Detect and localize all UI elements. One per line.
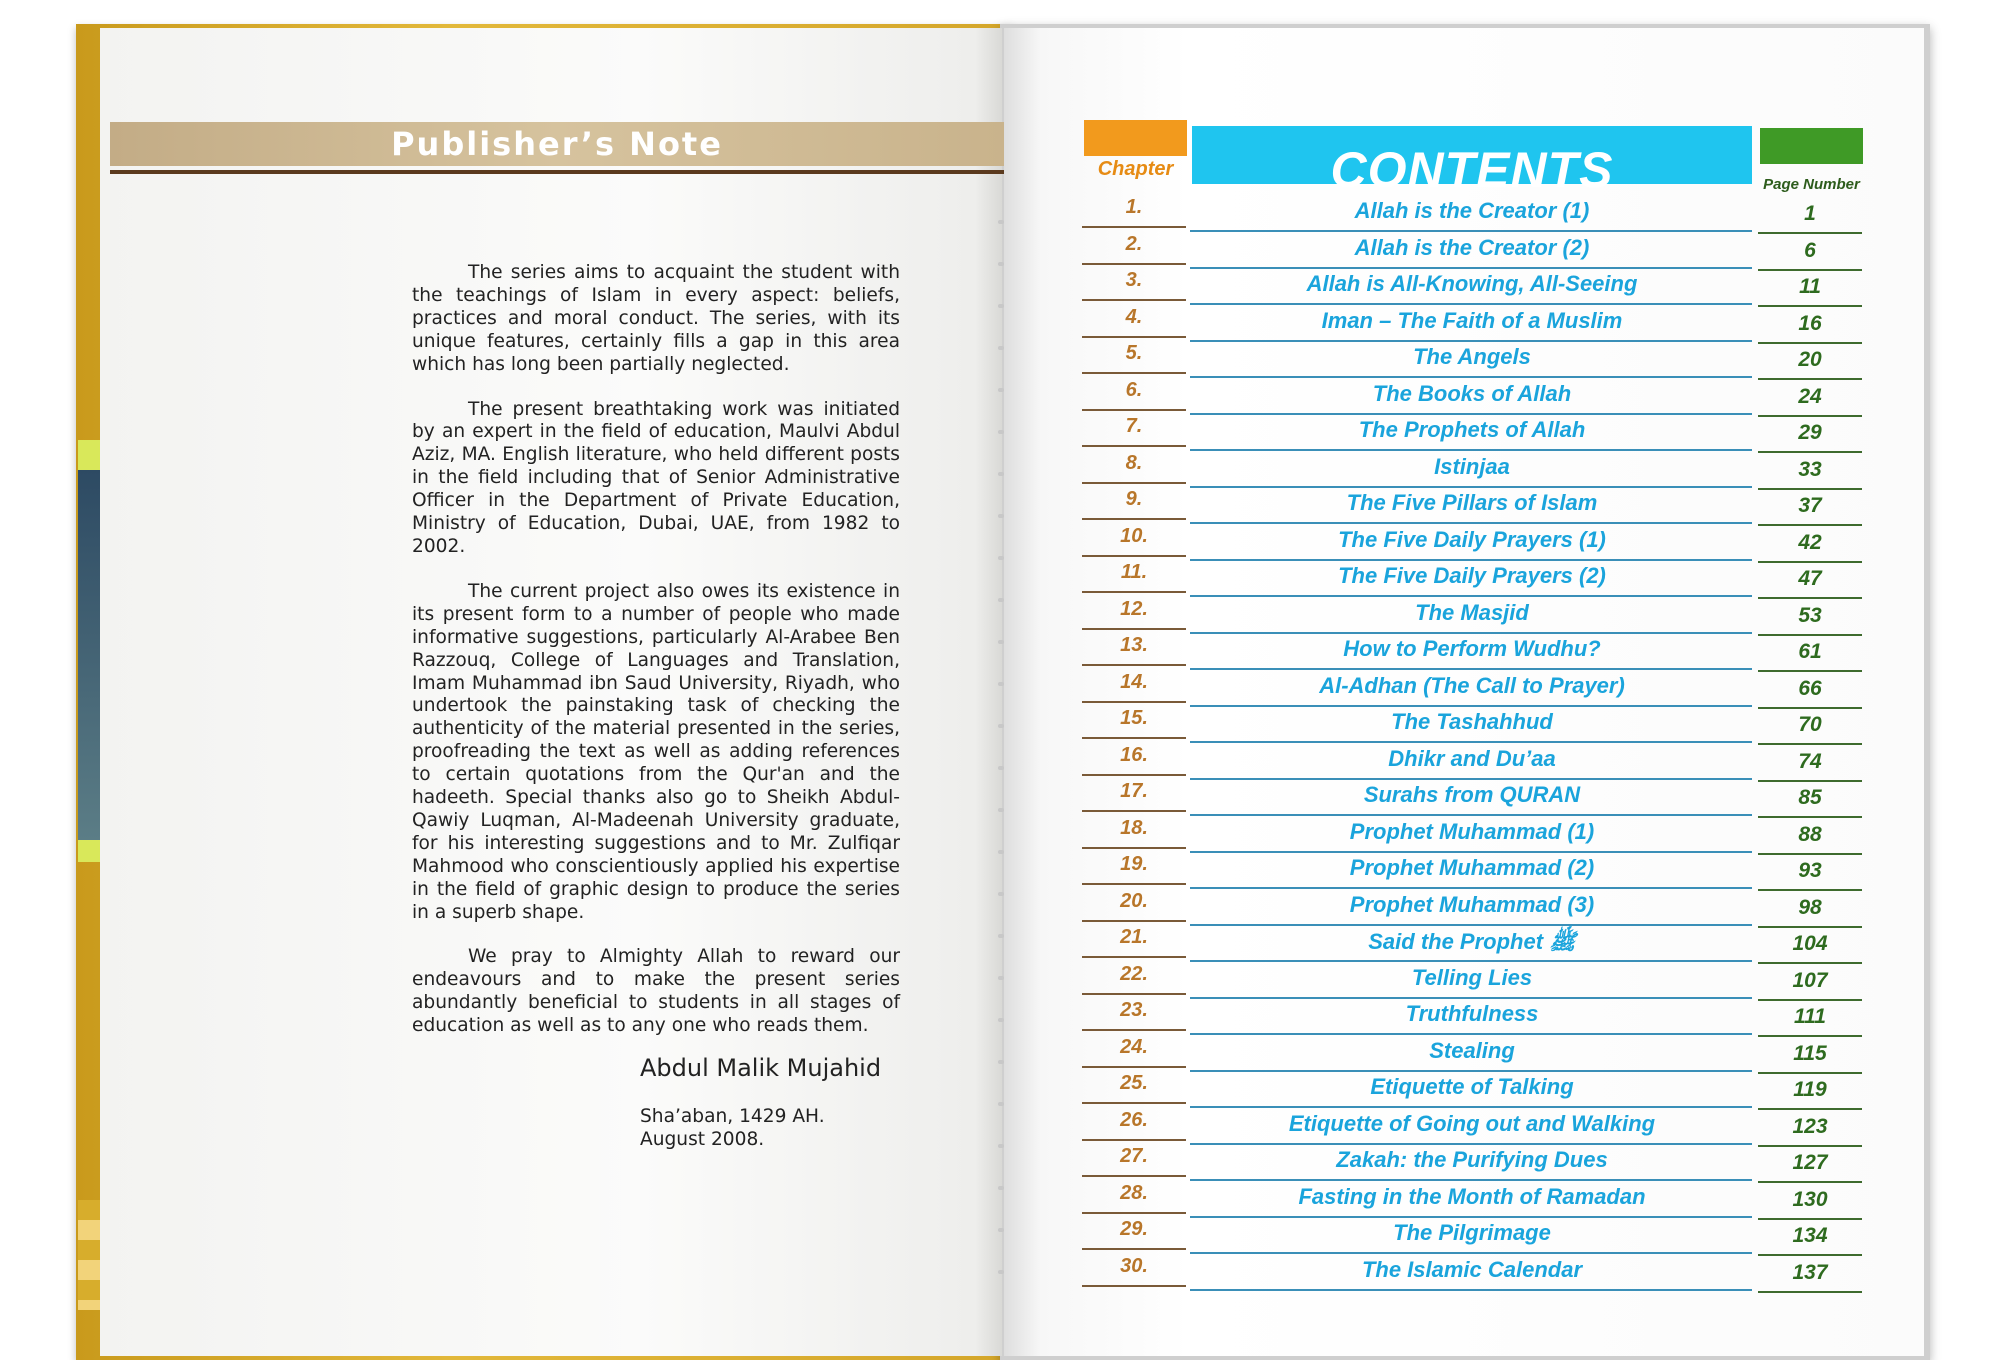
row-rule <box>1082 664 1186 666</box>
toc-row <box>0 1145 2000 1181</box>
chapter-title: Etiquette of Going out and Walking <box>1288 1110 1656 1136</box>
chapter-number: 12. <box>1120 597 1148 620</box>
chapter-number: 18. <box>1120 816 1148 839</box>
row-rule <box>1082 1175 1186 1177</box>
row-rule <box>1082 555 1186 557</box>
chapter-page-number: 88 <box>1798 822 1822 846</box>
note-paragraph: The present breathtaking work was initiated by an expert in the field of education, Maulvi Abdul Aziz, MA. English literature, who held different posts in the field including that of Senior Administrative Officer in the Department of Private Education, Ministry of Education, Dubai, UAE, from 1982 to 2002. <box>412 398 900 557</box>
chapter-page-number: 16 <box>1798 311 1822 335</box>
toc-row <box>0 306 2000 342</box>
chapter-number: 8. <box>1125 451 1143 474</box>
chapter-page-number: 29 <box>1798 421 1822 444</box>
chapter-title: The Pilgrimage <box>1393 1220 1551 1245</box>
chapter-number: 29. <box>1120 1218 1148 1240</box>
chapter-number: 5. <box>1125 342 1143 364</box>
title-underline <box>110 170 1004 174</box>
toc-row <box>0 963 2000 999</box>
chapter-number: 26. <box>1120 1108 1148 1131</box>
chapter-title: Telling Lies <box>1411 964 1533 990</box>
page-number-header-box <box>1760 128 1863 164</box>
row-rule <box>1082 299 1186 301</box>
chapter-page-number: 47 <box>1798 567 1822 590</box>
chapter-number: 25. <box>1120 1072 1148 1094</box>
chapter-page-number: 137 <box>1792 1260 1828 1284</box>
chapter-page-number: 66 <box>1798 676 1822 700</box>
chapter-page-number: 70 <box>1798 713 1822 736</box>
chapter-header-box <box>1084 120 1187 156</box>
chapter-number: 7. <box>1125 415 1143 437</box>
chapter-number: 9. <box>1125 488 1143 510</box>
chapter-page-number: 37 <box>1798 494 1822 517</box>
toc-row <box>0 233 2000 269</box>
chapter-page-number: 130 <box>1792 1187 1828 1211</box>
toc-row <box>0 890 2000 926</box>
chapter-title: Truthfulness <box>1405 1001 1539 1026</box>
chapter-page-number: 104 <box>1792 932 1828 955</box>
row-rule <box>1082 445 1186 447</box>
toc-row <box>0 780 2000 816</box>
chapter-title: How to Perform Wudhu? <box>1343 636 1601 661</box>
chapter-number: 27. <box>1120 1145 1148 1167</box>
toc-row <box>0 269 2000 305</box>
chapter-title: Al-Adhan (The Call to Prayer) <box>1319 672 1625 698</box>
chapter-number: 24. <box>1120 1035 1148 1058</box>
chapter-title: Etiquette of Talking <box>1370 1074 1574 1099</box>
chapter-page-number: 85 <box>1798 786 1822 809</box>
note-paragraph: The current project also owes its existence in its present form to a number of people who made informative suggestions, particularly Al-Arabee Ben Razzouq, College of Languages and Translation, Imam Muhammad ibn Saud University, Riyadh, who undertook the painstaking task of checking the authenticity of the material presented in the series, proofreading the text as well as adding references to certain quotations from the Qur'an and the hadeeth. Special thanks also go to Sheikh Abdul-Qawiy Luqman, Al-Madeenah University graduate, for his interesting suggestions and to Mr. Zulfiqar Mahmood who conscientiously applied his expertise in the field of graphic design to produce the series in a superb shape. <box>412 580 900 923</box>
chapter-header: Chapter <box>1097 158 1174 180</box>
row-rule <box>1082 1066 1186 1068</box>
toc-row <box>0 598 2000 634</box>
row-rule <box>1082 774 1186 776</box>
toc-row <box>0 1182 2000 1218</box>
note-paragraph: The series aims to acquaint the student with the teachings of Islam in every aspect: beliefs, practices and moral conduct. The series, with its unique features, certainly fills a gap in this area which has long been partially neglected. <box>412 262 900 375</box>
chapter-title: Prophet Muhammad (1) <box>1349 818 1595 844</box>
chapter-page-number: 119 <box>1793 1078 1827 1101</box>
row-rule <box>1082 336 1186 338</box>
toc-row <box>0 744 2000 780</box>
row-rule <box>1082 883 1186 885</box>
publishers-note-title: Publisher’s Note <box>391 125 723 163</box>
chapter-title: Surahs from QURAN <box>1363 782 1581 807</box>
toc-row <box>0 1218 2000 1254</box>
chapter-number: 23. <box>1120 999 1148 1021</box>
chapter-number: 2. <box>1125 232 1143 255</box>
chapter-title: The Books of Allah <box>1372 380 1572 406</box>
chapter-title: Dhikr and Du’aa <box>1388 745 1556 771</box>
chapter-number: 16. <box>1120 743 1148 766</box>
chapter-page-number: 1 <box>1804 202 1816 225</box>
chapter-page-number: 123 <box>1792 1114 1828 1138</box>
toc-row <box>0 853 2000 889</box>
chapter-number: 3. <box>1125 269 1143 291</box>
chapter-page-number: 93 <box>1798 859 1822 882</box>
chapter-number: 22. <box>1120 962 1148 985</box>
chapter-number: 14. <box>1120 670 1148 693</box>
toc-row <box>0 488 2000 524</box>
toc-row <box>0 1036 2000 1072</box>
chapter-number: 1. <box>1125 196 1143 218</box>
toc-row <box>0 452 2000 488</box>
row-rule <box>1082 372 1186 374</box>
toc-row <box>0 926 2000 962</box>
note-paragraph: We pray to Almighty Allah to reward our endeavours and to make the present series abundantly beneficial to students in all stages of education as well as to any one who reads them. <box>412 946 900 1037</box>
chapter-title: Said the Prophet ﷺ <box>1368 929 1576 954</box>
row-rule <box>1082 591 1186 593</box>
chapter-title: The Islamic Calendar <box>1361 1256 1583 1282</box>
toc-row <box>0 379 2000 415</box>
row-rule <box>1082 1248 1186 1250</box>
chapter-title: The Angels <box>1413 344 1531 369</box>
chapter-number: 4. <box>1125 305 1143 328</box>
row-rule <box>1082 1285 1186 1287</box>
chapter-number: 21. <box>1120 926 1148 948</box>
row-rule <box>1082 810 1186 812</box>
row-rule <box>1082 956 1186 958</box>
chapter-number: 11. <box>1120 561 1148 583</box>
chapter-page-number: 127 <box>1792 1151 1828 1174</box>
toc-row <box>0 342 2000 378</box>
row-rule <box>1082 1212 1186 1214</box>
toc-row <box>0 1109 2000 1145</box>
toc-row <box>0 1255 2000 1291</box>
row-rule <box>1758 1291 1862 1293</box>
chapter-page-number: 20 <box>1798 348 1822 371</box>
contents-title: CONTENTS <box>1330 142 1614 190</box>
date-line-hijri: Sha’aban, 1429 AH. <box>640 1106 825 1127</box>
row-rule <box>1082 737 1186 739</box>
toc-row <box>0 415 2000 451</box>
chapter-page-number: 74 <box>1798 749 1822 773</box>
toc-row <box>0 707 2000 743</box>
row-rule <box>1082 1102 1186 1104</box>
chapter-title: Prophet Muhammad (2) <box>1349 855 1595 880</box>
chapter-page-number: 61 <box>1798 640 1822 663</box>
chapter-title: Zakah: the Purifying Dues <box>1336 1147 1608 1172</box>
chapter-number: 28. <box>1120 1181 1148 1204</box>
row-rule <box>1082 226 1186 228</box>
chapter-title: The Five Daily Prayers (2) <box>1338 563 1606 588</box>
row-rule <box>1082 701 1186 703</box>
chapter-page-number: 24 <box>1798 384 1822 408</box>
chapter-title: Istinjaa <box>1434 453 1510 479</box>
chapter-title: The Masjid <box>1415 599 1529 625</box>
page-number-header: Page Number <box>1763 176 1860 193</box>
chapter-number: 20. <box>1120 889 1148 912</box>
chapter-number: 6. <box>1125 378 1143 401</box>
chapter-number: 17. <box>1120 780 1148 802</box>
toc-row <box>0 817 2000 853</box>
chapter-page-number: 33 <box>1798 457 1822 481</box>
row-rule <box>1082 920 1186 922</box>
chapter-number: 13. <box>1120 634 1148 656</box>
toc-row <box>0 999 2000 1035</box>
row-rule <box>1190 1289 1752 1291</box>
chapter-title: The Five Daily Prayers (1) <box>1338 526 1606 552</box>
chapter-title: The Prophets of Allah <box>1358 417 1586 442</box>
chapter-page-number: 115 <box>1793 1041 1827 1065</box>
row-rule <box>1082 482 1186 484</box>
toc-row <box>0 634 2000 670</box>
signature-name: Abdul Malik Mujahid <box>640 1054 882 1082</box>
chapter-page-number: 111 <box>1794 1005 1826 1028</box>
chapter-title: Prophet Muhammad (3) <box>1349 891 1595 917</box>
toc-row <box>0 196 2000 232</box>
chapter-title: The Five Pillars of Islam <box>1346 490 1598 515</box>
row-rule <box>1082 409 1186 411</box>
chapter-number: 15. <box>1120 707 1148 729</box>
toc-row <box>0 561 2000 597</box>
chapter-title: The Tashahhud <box>1391 709 1553 734</box>
row-rule <box>1082 1029 1186 1031</box>
chapter-title: Stealing <box>1429 1037 1515 1063</box>
chapter-number: 30. <box>1120 1254 1148 1277</box>
row-rule <box>1082 263 1186 265</box>
chapter-title: Allah is All-Knowing, All-Seeing <box>1306 271 1638 296</box>
row-rule <box>1082 628 1186 630</box>
toc-row <box>0 671 2000 707</box>
chapter-page-number: 42 <box>1798 530 1822 554</box>
toc-row <box>0 525 2000 561</box>
chapter-title: Iman – The Faith of a Muslim <box>1321 307 1623 333</box>
row-rule <box>1082 847 1186 849</box>
chapter-number: 10. <box>1120 524 1148 547</box>
row-rule <box>1082 518 1186 520</box>
toc-row <box>0 1072 2000 1108</box>
chapter-page-number: 11 <box>1799 275 1821 298</box>
chapter-number: 19. <box>1120 853 1148 875</box>
row-rule <box>1082 1139 1186 1141</box>
chapter-page-number: 107 <box>1792 968 1828 992</box>
chapter-page-number: 134 <box>1792 1224 1828 1247</box>
row-rule <box>1082 993 1186 995</box>
chapter-title: Allah is the Creator (2) <box>1354 234 1590 260</box>
chapter-title: Fasting in the Month of Ramadan <box>1298 1183 1646 1209</box>
date-line-gregorian: August 2008. <box>640 1128 765 1150</box>
chapter-page-number: 98 <box>1798 895 1822 919</box>
chapter-page-number: 53 <box>1798 603 1822 627</box>
chapter-title: Allah is the Creator (1) <box>1354 198 1590 223</box>
chapter-page-number: 6 <box>1804 238 1816 262</box>
